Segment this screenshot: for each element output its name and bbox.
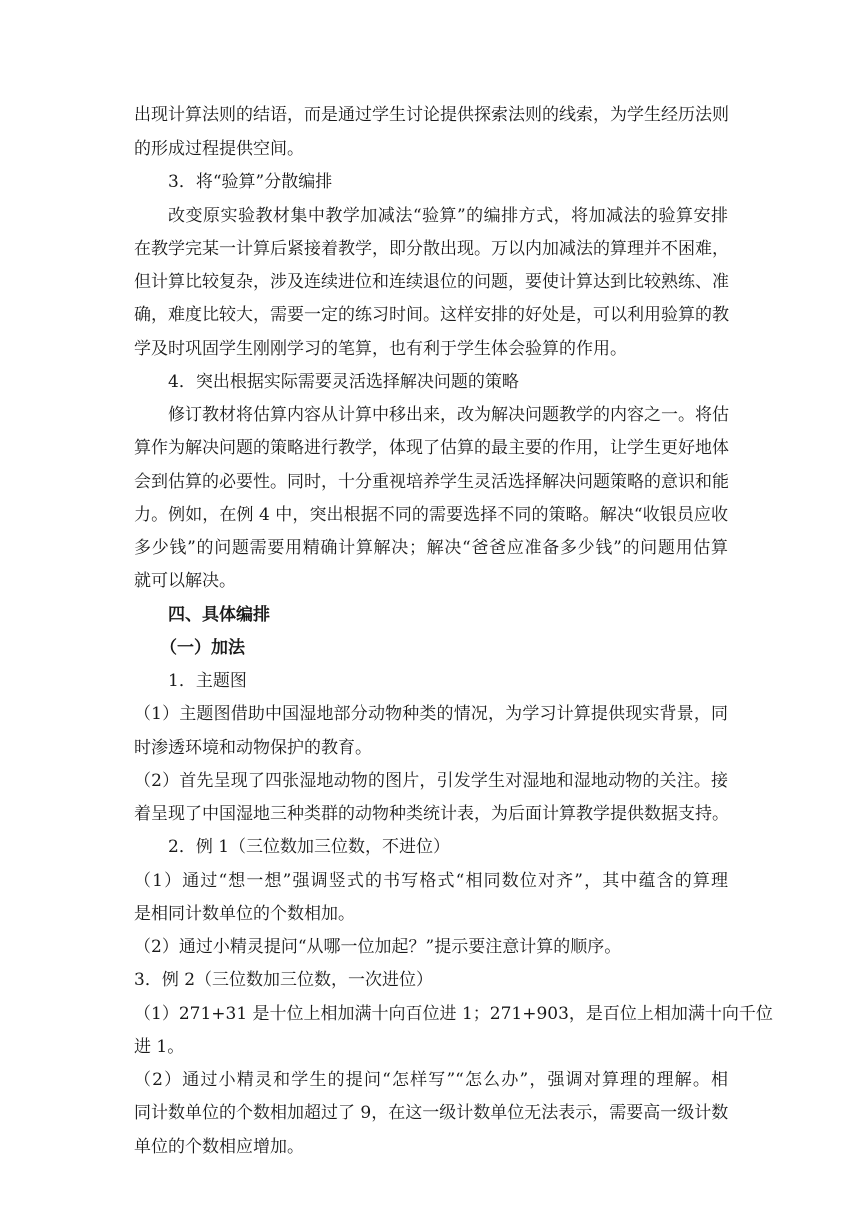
section-heading: 3．例 2（三位数加三位数，一次进位） (134, 970, 434, 990)
paragraph-line: 会到估算的必要性。同时，十分重视培养学生灵活选择解决问题策略的意识和能 (134, 472, 729, 492)
section-heading: 2．例 1（三位数加三位数，不进位） (168, 837, 451, 857)
paragraph-line: （1）通过“想一想”强调竖式的书写格式“相同数位对齐”，其中蕴含的算理 (134, 871, 728, 891)
paragraph-line: 学及时巩固学生刚刚学习的笔算，也有利于学生体会验算的作用。 (134, 339, 627, 359)
paragraph-line: 出现计算法则的结语，而是通过学生讨论提供探索法则的线索，为学生经历法则 (134, 105, 729, 125)
chapter-heading: 四、具体编排 (168, 605, 270, 625)
paragraph-line: （2）通过小精灵和学生的提问“怎样写”“怎么办”，强调对算理的理解。相 (134, 1070, 728, 1090)
paragraph-line: 的形成过程提供空间。 (134, 139, 304, 159)
section-heading: 3．将“验算”分散编排 (168, 172, 333, 192)
paragraph-line: 单位的个数相应增加。 (134, 1137, 304, 1157)
paragraph-line: 就可以解决。 (134, 571, 236, 591)
paragraph-line: 算作为解决问题的策略进行教学，体现了估算的最主要的作用，让学生更好地体 (134, 438, 729, 458)
paragraph-line: 确，难度比较大，需要一定的练习时间。这样安排的好处是，可以利用验算的教 (134, 305, 729, 325)
paragraph-line: 时渗透环境和动物保护的教育。 (134, 738, 372, 758)
section-heading: 4．突出根据实际需要灵活选择解决问题的策略 (168, 372, 519, 392)
paragraph-line: （2）首先呈现了四张湿地动物的图片，引发学生对湿地和湿地动物的关注。接 (134, 771, 728, 791)
paragraph-line: （1）主题图借助中国湿地部分动物种类的情况，为学习计算提供现实背景，同 (134, 704, 728, 724)
paragraph-line: 改变原实验教材集中教学加减法“验算”的编排方式，将加减法的验算安排 (168, 206, 728, 226)
section-heading: 1．主题图 (168, 671, 247, 691)
paragraph-line: 是相同计数单位的个数相加。 (134, 904, 355, 924)
paragraph-line: 同计数单位的个数相加超过了 9，在这一级计数单位无法表示，需要高一级计数 (134, 1103, 729, 1123)
paragraph-line: 修订教材将估算内容从计算中移出来，改为解决问题教学的内容之一。将估 (168, 405, 729, 425)
paragraph-line: （2）通过小精灵提问“从哪一位加起？”提示要注意计算的顺序。 (134, 937, 622, 957)
paragraph-line: 进 1。 (134, 1037, 185, 1057)
paragraph-line: 但计算比较复杂，涉及连续进位和连续退位的问题，要使计算达到比较熟练、准 (134, 272, 729, 292)
paragraph-line: 在教学完某一计算后紧接着教学，即分散出现。万以内加减法的算理并不困难， (134, 239, 729, 259)
paragraph-line: （1）271+31 是十位上相加满十向百位进 1；271+903，是百位上相加满十向千位 (134, 1004, 773, 1024)
paragraph-line: 多少钱”的问题需要用精确计算解决；解决“爸爸应准备多少钱”的问题用估算 (134, 538, 728, 558)
paragraph-line: 力。例如，在例 4 中，突出根据不同的需要选择不同的策略。解决“收银员应收 (134, 505, 728, 525)
subsection-heading: （一）加法 (160, 638, 245, 658)
paragraph-line: 着呈现了中国湿地三种类群的动物种类统计表，为后面计算教学提供数据支持。 (134, 804, 729, 824)
